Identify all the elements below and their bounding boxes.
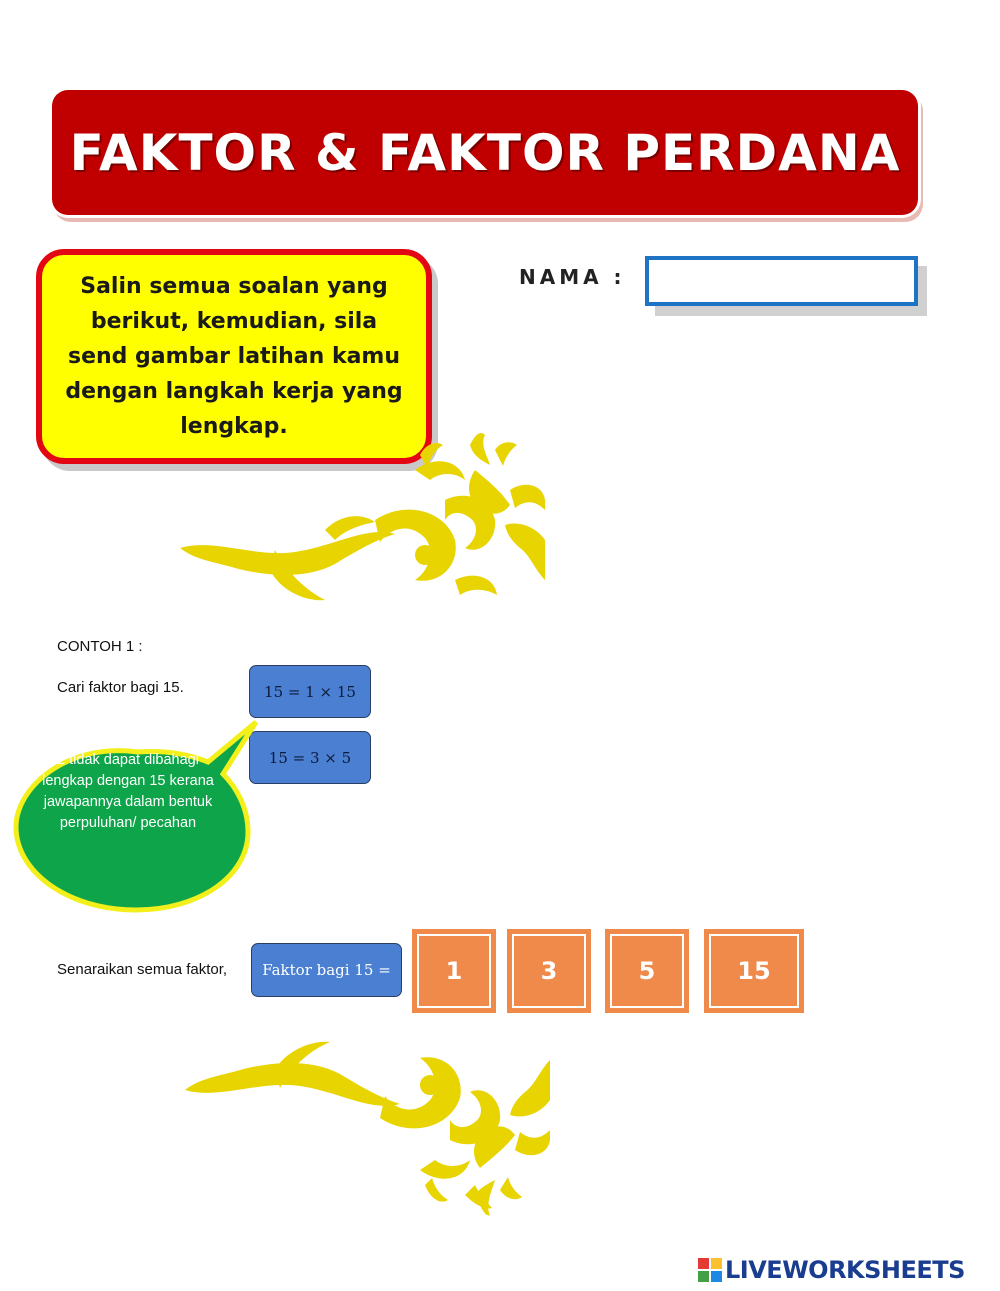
brand-logo[interactable]	[698, 1256, 965, 1284]
equation-box: 15 = 1 × 15	[249, 665, 371, 718]
factor-value: 3	[540, 957, 558, 985]
factor-tile	[507, 929, 591, 1013]
factor-label: Faktor bagi 15 =	[251, 943, 402, 997]
factor-value: 5	[638, 957, 656, 985]
equation-box: 15 = 3 × 5	[249, 731, 371, 784]
ornament-scroll-icon	[175, 430, 545, 610]
speech-bubble-text: 2 tidak dapat dibahagi lengkap dengan 15 kerana jawapannya dalam bentuk perpuluhan/ pecahan	[42, 752, 214, 831]
brand-name: LIVEWORKSHEETS	[725, 1256, 965, 1284]
page-title: FAKTOR & FAKTOR PERDANA	[69, 123, 901, 182]
factor-value: 15	[737, 957, 771, 985]
list-prompt: Senaraikan semua faktor,	[57, 961, 228, 978]
ornament-scroll-icon	[180, 1040, 550, 1220]
title-banner	[52, 90, 918, 215]
name-input[interactable]	[645, 256, 918, 306]
instruction-text: Salin semua soalan yang berikut, kemudian, sila send gambar latihan kamu dengan langkah kerja yang lengkap.	[65, 274, 403, 439]
liveworksheets-logo-icon	[698, 1258, 722, 1282]
factor-tile	[605, 929, 689, 1013]
factor-tile	[704, 929, 804, 1013]
name-label: NAMA :	[519, 265, 626, 289]
ornament-bottom	[180, 1040, 550, 1220]
ornament-top	[175, 430, 545, 610]
factor-value: 1	[445, 957, 463, 985]
example-heading: CONTOH 1 :	[57, 638, 143, 655]
question-text: Cari faktor bagi 15.	[57, 679, 184, 696]
factor-tile	[412, 929, 496, 1013]
